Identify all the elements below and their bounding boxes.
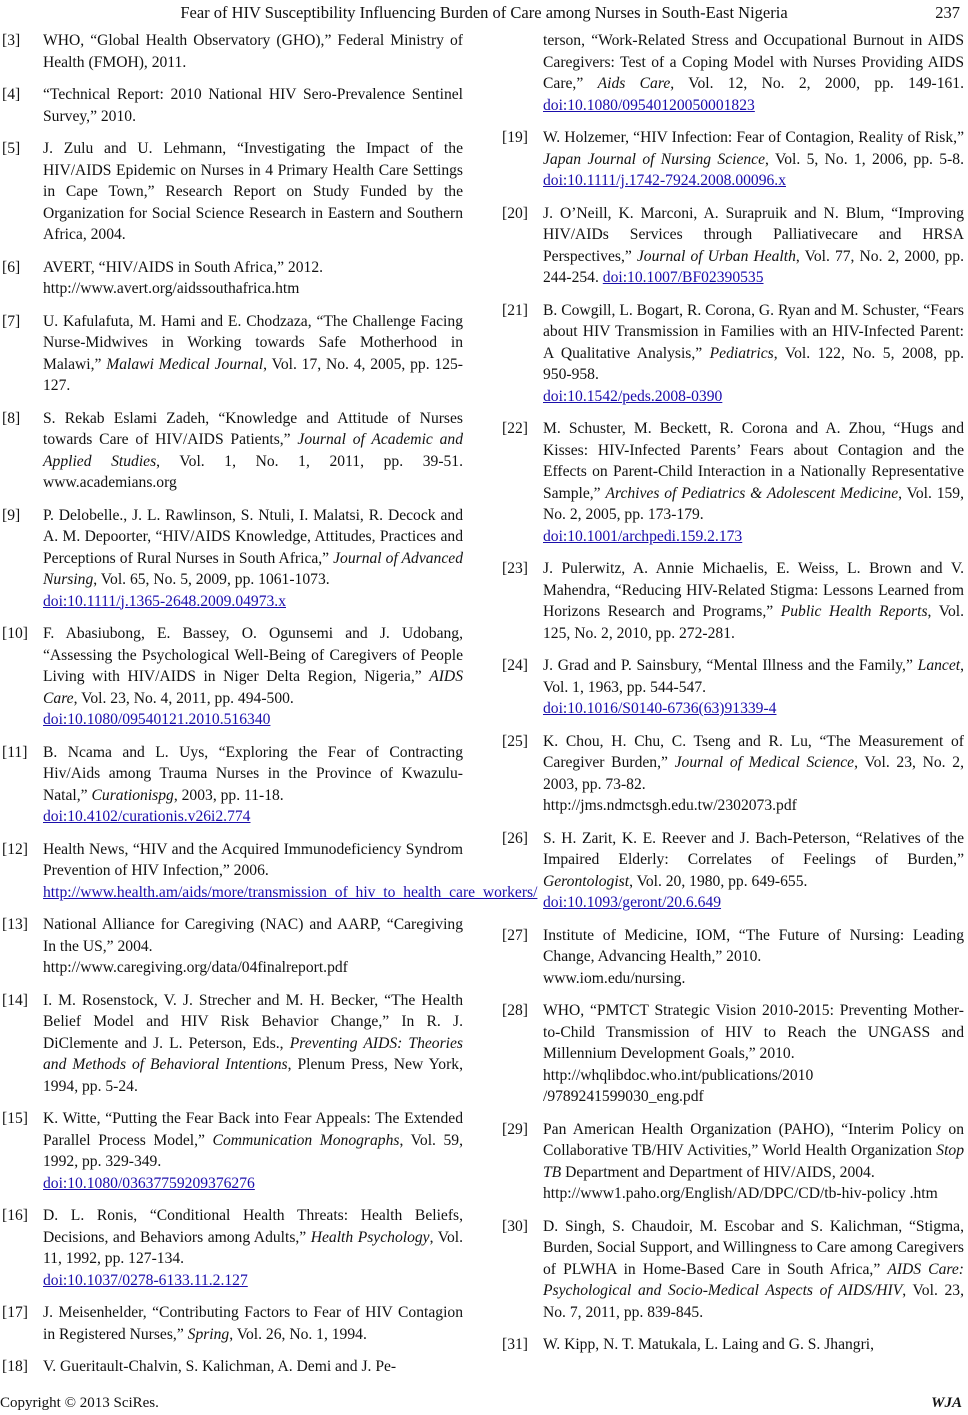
reference-entry <box>2 839 538 904</box>
reference-text: J. Grad and P. Sainsbury, “Mental Illness and the Family,” <box>543 657 918 674</box>
reference-number: [7] <box>2 312 21 330</box>
doi-link[interactable]: doi:10.1037/0278-6133.11.2.127 <box>43 1271 248 1289</box>
doi-link[interactable]: doi:10.1001/archpedi.159.2.173 <box>543 527 743 545</box>
reference-details: , Vol. 11, 1992, pp. 127-134. <box>43 1228 464 1267</box>
reference-source: Japan Journal of Nursing Science <box>543 150 766 168</box>
reference-details: , Vol. 23, No. 4, 2011, pp. 494-500. <box>73 689 294 707</box>
reference-number: [25] <box>502 732 528 750</box>
reference-source: Health Psychology <box>310 1228 430 1246</box>
reference-entry <box>502 655 964 720</box>
reference-number: [26] <box>502 829 528 847</box>
doi-link[interactable]: doi:10.1016/S0140-6736(63)91339-4 <box>543 700 777 717</box>
reference-entry <box>2 990 463 1098</box>
reference-source: Journal of Medical Science <box>674 754 855 771</box>
reference-text: J. O’Neill, K. Marconi, A. Surapruik and N. Blum, “Improving HIV/AIDs Services through Palliativecare and HRSA Perspectives,” <box>543 204 964 265</box>
reference-entry <box>506 30 964 116</box>
reference-number: [19] <box>502 129 528 146</box>
copyright-notice: Copyright © 2013 SciRes. <box>0 1395 159 1411</box>
reference-source: Curationispg <box>91 786 174 804</box>
reference-number: [5] <box>2 140 21 157</box>
reference-entry <box>502 828 964 914</box>
reference-number: [17] <box>2 1304 28 1321</box>
reference-entry <box>2 623 463 731</box>
reference-entry <box>502 731 964 817</box>
reference-entry <box>2 1108 463 1194</box>
reference-text: S. H. Zarit, K. E. Reever and J. Bach-Peterson, “Relatives of the Impaired Elderly: Correlates of Feelings of Burden,” <box>543 829 964 868</box>
reference-number: [14] <box>2 991 28 1009</box>
reference-source: Aids Care <box>597 75 671 92</box>
reference-number: [10] <box>2 625 28 642</box>
reference-text: V. Gueritault-Chalvin, S. Kalichman, A. Demi and J. Pe- <box>43 1358 397 1375</box>
reference-url: http://www.caregiving.org/data/04finalreport.pdf <box>43 959 348 976</box>
doi-link[interactable]: doi:10.1093/geront/20.6.649 <box>543 894 722 911</box>
reference-details: , Vol. 20, 1980, pp. 649-655. <box>629 872 808 890</box>
reference-text: K. Chou, H. Chu, C. Tseng and R. Lu, “The Measurement of Caregiver Burden,” <box>543 732 964 771</box>
reference-details: , Plenum Press, New York, 1994, pp. 5-24. <box>43 1056 463 1095</box>
doi-link[interactable]: doi:10.1111/j.1742-7924.2008.00096.x <box>543 172 786 189</box>
reference-text: K. Witte, “Putting the Fear Back into Fear Appeals: The Extended Parallel Process Model,” <box>43 1110 463 1149</box>
reference-text: F. Abasiubong, E. Bassey, O. Ogunsemi and J. Udobang, “Assessing the Psychological Well-Being of Caregivers of People Living with HIV/AIDS in Niger Delta Region, Nigeria,” <box>43 625 463 685</box>
page-footer <box>0 1395 968 1415</box>
reference-entry <box>2 311 463 397</box>
doi-link[interactable]: http://www.health.am/aids/more/transmission_of_hiv_to_health_care_workers/ <box>43 883 538 901</box>
reference-details: , Vol. 23, No. 7, 2011, pp. 839-845. <box>543 1282 964 1321</box>
reference-source: AIDS Care <box>43 668 463 707</box>
reference-number: [4] <box>2 86 21 103</box>
reference-text: J. Pulerwitz, A. Annie Michaelis, E. Weiss, L. Brown and V. Mahendra, “Reducing HIV-Related Stigma: Lessons Learned from Horizons Research and Programs,” <box>543 560 964 620</box>
reference-text: Institute of Medicine, IOM, “The Future of Nursing: Leading Change, Advancing Health,” 2010. <box>543 926 964 965</box>
reference-details: , Vol. 17, No. 4, 2005, pp. 125-127. <box>43 355 463 394</box>
reference-text: I. M. Rosenstock, V. J. Strecher and M. H. Becker, “The Health Belief Model and HIV Risk Behavior Change,” In R. J. DiClemente and J. L. Peterson, Eds., <box>43 991 463 1052</box>
reference-details: , Vol. 5, No. 1, 2006, pp. 5-8. <box>765 150 964 168</box>
reference-details: , Vol. 1, 1963, pp. 544-547. <box>543 657 964 696</box>
reference-details: , Vol. 59, 1992, pp. 329-349. <box>43 1131 463 1170</box>
reference-source: Malawi Medical Journal <box>106 355 264 373</box>
reference-text: Health News, “HIV and the Acquired Immunodeficiency Syndrom Prevention of HIV Infection,” 2006. <box>43 840 463 879</box>
reference-source: AIDS Care: Psychological and Socio-Medical Aspects of AIDS/HIV <box>543 1260 964 1299</box>
reference-entry <box>502 1334 964 1356</box>
reference-text: WHO, “Global Health Observatory (GHO),” Federal Ministry of Health (FMOH), 2011. <box>43 32 463 71</box>
doi-link[interactable]: doi:10.1542/peds.2008-0390 <box>543 387 723 405</box>
reference-entry <box>2 1205 464 1291</box>
doi-link[interactable]: doi:10.1080/09540120050001823 <box>543 96 755 114</box>
reference-source: Communication Monographs <box>212 1131 400 1149</box>
reference-number: [27] <box>502 926 528 944</box>
reference-entry <box>502 1216 964 1324</box>
reference-entry <box>502 203 965 289</box>
reference-entry <box>2 408 464 494</box>
reference-text: “Technical Report: 2010 National HIV Sero-Prevalence Sentinel Survey,” 2010. <box>43 86 463 125</box>
reference-number: [6] <box>2 258 21 276</box>
reference-details: , Vol. 77, No. 2, 2000, pp. 244-254. <box>543 247 965 286</box>
reference-entry <box>2 1302 463 1345</box>
reference-number: [11] <box>2 743 28 761</box>
reference-number: [8] <box>2 409 21 427</box>
running-header <box>0 3 968 23</box>
reference-text: B. Cowgill, L. Bogart, R. Corona, G. Ryan and M. Schuster, “Fears about HIV Transmission in Families with an HIV-Infected Parent: A Qualitative Analysis,” <box>543 301 964 362</box>
reference-details: Department and Department of HIV/AIDS, 2004. <box>561 1163 875 1181</box>
reference-source: Gerontologist <box>543 872 630 890</box>
reference-text: AVERT, “HIV/AIDS in South Africa,” 2012. <box>43 258 324 276</box>
reference-entry <box>502 925 964 990</box>
reference-details: , Vol. 65, No. 5, 2009, pp. 1061-1073. <box>93 571 330 588</box>
reference-number: [28] <box>502 1002 528 1019</box>
reference-entry <box>2 84 463 127</box>
reference-text: J. Zulu and U. Lehmann, “Investigating the Impact of the HIV/AIDS Epidemic on Nurses in 4 Primary Health Care Settings in Cape Town,” Research Report on Study Funded by the Organization for Social Science Research in Eastern and Southern Africa, 2004. <box>43 140 463 243</box>
reference-source: Spring <box>187 1325 230 1343</box>
reference-details: , Vol. 26, No. 1, 1994. <box>229 1325 367 1343</box>
reference-details: , Vol. 125, No. 2, 2010, pp. 272-281. <box>543 603 965 642</box>
reference-source: Journal of Academic and Applied Studies <box>43 431 464 470</box>
reference-source: Archives of Pediatrics & Adolescent Medicine <box>605 484 899 502</box>
reference-text: M. Schuster, M. Beckett, R. Corona and A. Zhou, “Hugs and Kisses: HIV-Infected Parents’ Fears about Contagion and the Effects on Parent-Child Interaction in a Nationally Representative Sample,” <box>543 420 964 502</box>
reference-entry <box>502 418 964 547</box>
reference-entry <box>2 30 463 73</box>
reference-number: [24] <box>502 657 528 674</box>
reference-text: W. Kipp, N. T. Matukala, L. Laing and G. S. Jhangri, <box>543 1336 875 1353</box>
reference-details: , Vol. 122, No. 5, 2008, pp. 950-958. <box>543 344 964 383</box>
reference-number: [22] <box>502 420 528 437</box>
reference-source: Public Health Reports <box>780 603 928 620</box>
reference-url: http://whqlibdoc.who.int/publications/2010 /9789241599030_eng.pdf <box>543 1066 814 1105</box>
reference-text: Pan American Health Organization (PAHO), “Interim Policy on Collaborative TB/HIV Activities,” World Health Organization <box>543 1120 964 1159</box>
reference-text: WHO, “PMTCT Strategic Vision 2010-2015: Preventing Mother-to-Child Transmission of HIV to Reach the UNGASS and Millennium Development Goals,” 2010. <box>543 1002 964 1062</box>
doi-link[interactable]: doi:10.1080/03637759209376276 <box>43 1174 255 1192</box>
reference-text: P. Delobelle., J. L. Rawlinson, S. Ntuli, I. Malatsi, R. Decock and A. M. Depoorter, “HIV/AIDS Knowledge, Attitudes, Practices and Perceptions of Rural Nurses in South Africa,” <box>43 506 463 567</box>
doi-link[interactable]: doi:10.4102/curationis.v26i2.774 <box>43 808 251 825</box>
reference-number: [12] <box>2 840 28 858</box>
reference-source: Pediatrics <box>709 344 774 362</box>
reference-source: Journal of Urban Health <box>636 247 796 265</box>
reference-entry <box>2 505 463 613</box>
reference-number: [29] <box>502 1120 528 1138</box>
reference-entry <box>502 1000 964 1108</box>
reference-details: , Vol. 159, No. 2, 2005, pp. 173-179. <box>543 484 964 523</box>
reference-entry <box>2 1356 463 1378</box>
reference-number: [16] <box>2 1207 28 1224</box>
reference-text: D. L. Ronis, “Conditional Health Threats: Health Beliefs, Decisions, and Behaviors among Adults,” <box>43 1207 463 1246</box>
reference-text: D. Singh, S. Chaudoir, M. Escobar and S. Kalichman, “Stigma, Burden, Social Support, and Willingness to Care among Caregivers of PLWHA in Home-Based Care in South Africa,” <box>543 1217 964 1278</box>
reference-details: , Vol. 23, No. 2, 2003, pp. 73-82. <box>543 754 964 793</box>
reference-source: Preventing AIDS: Theories and Methods of Behavioral Intentions <box>43 1034 463 1073</box>
journal-abbrev: WJA <box>931 1395 962 1411</box>
reference-entry <box>502 1119 964 1205</box>
reference-text: J. Meisenhelder, “Contributing Factors to Fear of HIV Contagion in Registered Nurses,” <box>43 1304 463 1343</box>
reference-text: W. Holzemer, “HIV Infection: Fear of Contagion, Reality of Risk,” <box>543 129 964 146</box>
doi-link[interactable]: doi:10.1111/j.1365-2648.2009.04973.x <box>43 592 286 610</box>
reference-source: Journal of Advanced Nursing <box>43 549 463 588</box>
reference-entry <box>502 127 964 192</box>
reference-number: [20] <box>502 204 528 222</box>
reference-details: , Vol. 1, No. 1, 2011, pp. 39-51. www.academians.org <box>43 452 463 491</box>
reference-number: [23] <box>502 560 528 577</box>
reference-details: , 2003, pp. 11-18. <box>173 786 284 804</box>
reference-details: , Vol. 12, No. 2, 2000, pp. 149-161. <box>670 75 965 92</box>
references-right-column <box>502 30 965 1367</box>
reference-url: www.iom.edu/nursing. <box>543 969 686 987</box>
reference-number: [30] <box>502 1217 528 1235</box>
reference-text: National Alliance for Caregiving (NAC) and AARP, “Caregiving In the US,” 2004. <box>43 916 463 955</box>
reference-entry <box>2 914 463 979</box>
reference-number: [13] <box>2 916 28 933</box>
reference-text: B. Ncama and L. Uys, “Exploring the Fear of Contracting Hiv/Aids among Trauma Nurses in the Province of Kwazulu-Natal,” <box>43 743 463 804</box>
reference-entry <box>502 558 965 644</box>
reference-number: [21] <box>502 301 528 319</box>
reference-entry <box>502 300 964 408</box>
running-title: Fear of HIV Susceptibility Influencing Burden of Care among Nurses in South-East Nigeria <box>180 3 788 22</box>
reference-entry <box>2 742 463 828</box>
reference-url: http://jms.ndmctsgh.edu.tw/2302073.pdf <box>543 797 797 814</box>
reference-number: [31] <box>502 1336 528 1353</box>
reference-url: http://www.avert.org/aidssouthafrica.htm <box>43 280 300 297</box>
reference-source: Stop TB <box>543 1142 964 1181</box>
reference-url: http://www1.paho.org/English/AD/DPC/CD/tb-hiv-policy .htm <box>543 1185 938 1202</box>
reference-number: [9] <box>2 506 21 524</box>
reference-number: [18] <box>2 1358 28 1375</box>
page-number: 237 <box>935 3 960 22</box>
reference-text: U. Kafulafuta, M. Hami and E. Chodzaza, “The Challenge Facing Nurse-Midwives in Working towards Safe Motherhood in Malawi,” <box>43 312 463 373</box>
reference-entry <box>2 257 463 300</box>
reference-number: [3] <box>2 32 21 49</box>
doi-link[interactable]: doi:10.1080/09540121.2010.516340 <box>43 711 271 728</box>
reference-text: terson, “Work-Related Stress and Occupational Burnout in AIDS Caregivers: Test of a Coping Model with Nurses Providing AIDS Care,” <box>543 32 964 92</box>
reference-entry <box>2 138 463 246</box>
reference-text: S. Rekab Eslami Zadeh, “Knowledge and Attitude of Nurses towards Care of HIV/AIDS Patients,” <box>43 409 463 448</box>
reference-source: Lancet <box>917 657 961 674</box>
reference-number: [15] <box>2 1110 28 1127</box>
doi-link[interactable]: doi:10.1007/BF02390535 <box>602 269 764 286</box>
